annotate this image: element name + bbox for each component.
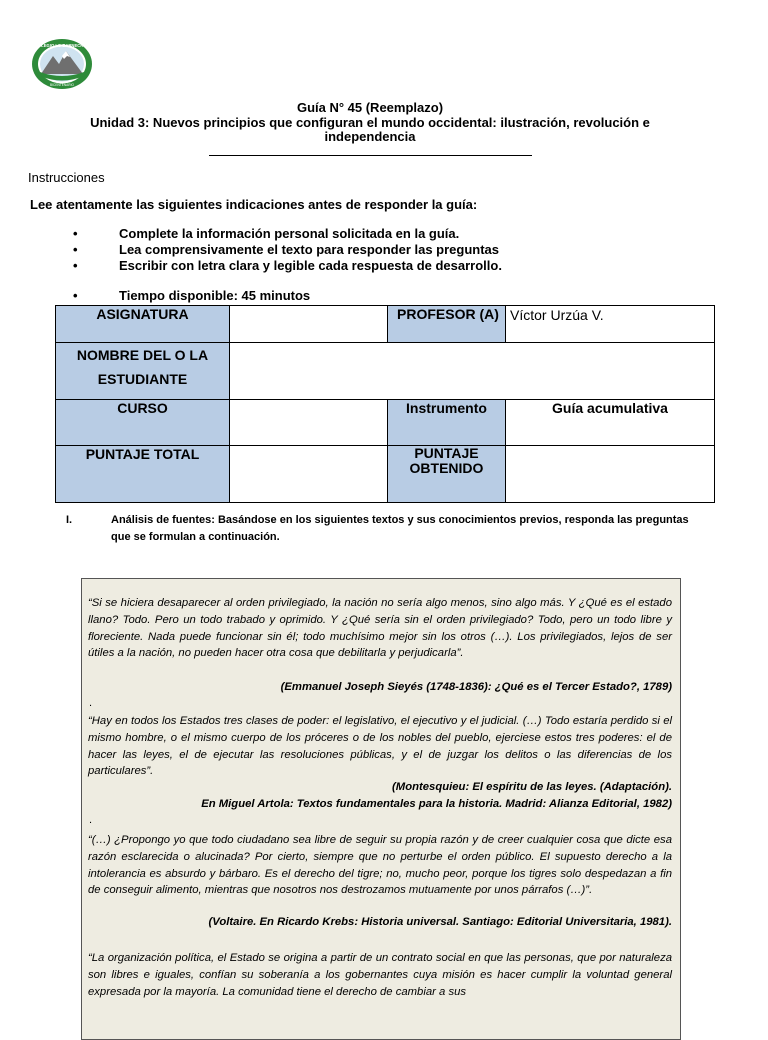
profesor-label: PROFESOR (A) <box>388 306 506 343</box>
source-citation: (Emmanuel Joseph Sieyés (1748-1836): ¿Qué es el Tercer Estado?, 1789) <box>280 681 672 693</box>
bullet-icon: • <box>73 258 78 273</box>
instructions-heading: Instrucciones <box>28 170 105 185</box>
bullet-icon: • <box>73 288 78 303</box>
source-separator: . <box>89 697 93 709</box>
curso-label: CURSO <box>56 400 230 446</box>
source-citation: En Miguel Artola: Textos fundamentales para la historia. Madrid: Alianza Editorial, 1982) <box>201 798 672 810</box>
unit-title-line2: independencia <box>324 129 416 144</box>
guide-title: Guía N° 45 (Reemplazo) <box>296 100 444 115</box>
instrumento-field[interactable]: Guía acumulativa <box>506 400 715 446</box>
bullet-icon: • <box>73 226 78 241</box>
puntaje-obtenido-field[interactable] <box>506 446 715 503</box>
puntaje-total-field[interactable] <box>230 446 388 503</box>
source-quote: “Hay en todos los Estados tres clases de poder: el legislativo, el ejecutivo y el judicial. (…) Todo estaría perdido si el mismo hombre, o el mismo cuerpo de los próceres o de los nobles del pueblo, ejerciese estos tres poderes: el de hacer las leyes, el de ejecutar las resoluciones públicas, y el de juzgar los delitos o las diferencias de los particulares”. <box>88 715 672 778</box>
puntaje-obtenido-label: PUNTAJE OBTENIDO <box>388 446 506 503</box>
unit-title-line1: Unidad 3: Nuevos principios que configuran el mundo occidental: ilustración, revolución e <box>90 115 650 130</box>
school-logo <box>31 38 93 90</box>
section-text: Análisis de fuentes: Basándose en los siguientes textos y sus conocimientos previos, responda las preguntas que se formulan a continuación. <box>111 514 689 543</box>
section-numeral: I. <box>66 514 73 526</box>
student-info-table <box>55 305 715 503</box>
instruction-item <box>73 258 502 273</box>
source-separator: . <box>89 814 93 826</box>
curso-field[interactable] <box>230 400 388 446</box>
source-quote: “Si se hiciera desaparecer al orden privilegiado, la nación no sería algo menos, sino algo más. Y ¿Qué es el estado llano? Todo. Pero un todo trabado y oprimido. Y ¿Qué sería sin el orden privilegiado? Todo, pero un todo libre y floreciente. Nada puede funcionar sin él; todo muchísimo mejor sin los otros (…). Los privilegiados, lejos de ser útiles a la nación, no pueden hacer otra cosa que debilitarla y perjudicarla”. <box>88 597 672 660</box>
bullet-icon: • <box>73 242 78 257</box>
instrumento-label: Instrumento <box>388 400 506 446</box>
nombre-field[interactable] <box>230 343 715 400</box>
instruction-text: Escribir con letra clara y legible cada respuesta de desarrollo. <box>119 258 502 273</box>
title-underline <box>209 155 532 156</box>
source-citation: (Voltaire. En Ricardo Krebs: Historia universal. Santiago: Editorial Universitaria, 1981). <box>208 916 672 928</box>
profesor-field[interactable]: Víctor Urzúa V. <box>506 306 715 343</box>
instruction-text: Lea comprensivamente el texto para responder las preguntas <box>119 242 500 257</box>
source-quote: “(…) ¿Propongo yo que todo ciudadano sea libre de seguir su propia razón y de creer cualquier cosa que dicte esa razón esclarecida o alucinada? Por cierto, siempre que no perturbe el orden público. El supuesto derecho a la intolerancia es absurdo y bárbaro. Es el derecho del tigre; no, mucho peor, porque los tigres solo despedazan a fin de conseguir alimento, mientras que nosotros nos destrozamos mutuamente por unos párrafos (…)”. <box>88 834 672 897</box>
instruction-text: Tiempo disponible: 45 minutos <box>119 288 311 303</box>
instruction-item <box>73 226 460 241</box>
nombre-label: NOMBRE DEL O LA ESTUDIANTE <box>56 343 230 400</box>
puntaje-total-label: PUNTAJE TOTAL <box>56 446 230 503</box>
instruction-item <box>73 242 500 257</box>
instruction-text: Complete la información personal solicitada en la guía. <box>119 226 460 241</box>
source-quote: “La organización política, el Estado se origina a partir de un contrato social en que las personas, que por naturaleza son libres e iguales, confían su soberanía a los gobernantes cuya misión es hacer cumplir la voluntad general expresada por la mayoría. La comunidad tiene el derecho de cambiar a sus <box>88 952 672 998</box>
source-citation: (Montesquieu: El espíritu de las leyes. (Adaptación). <box>392 781 672 793</box>
instruction-item <box>73 288 311 303</box>
asignatura-field[interactable] <box>230 306 388 343</box>
instructions-lead: Lee atentamente las siguientes indicaciones antes de responder la guía: <box>30 197 478 212</box>
svg-text:BICENTENARIO: BICENTENARIO <box>50 83 74 87</box>
section-heading <box>66 512 689 543</box>
asignatura-label: ASIGNATURA <box>56 306 230 343</box>
svg-text:COLEGIO LO BARNECHEA: COLEGIO LO BARNECHEA <box>34 43 90 48</box>
